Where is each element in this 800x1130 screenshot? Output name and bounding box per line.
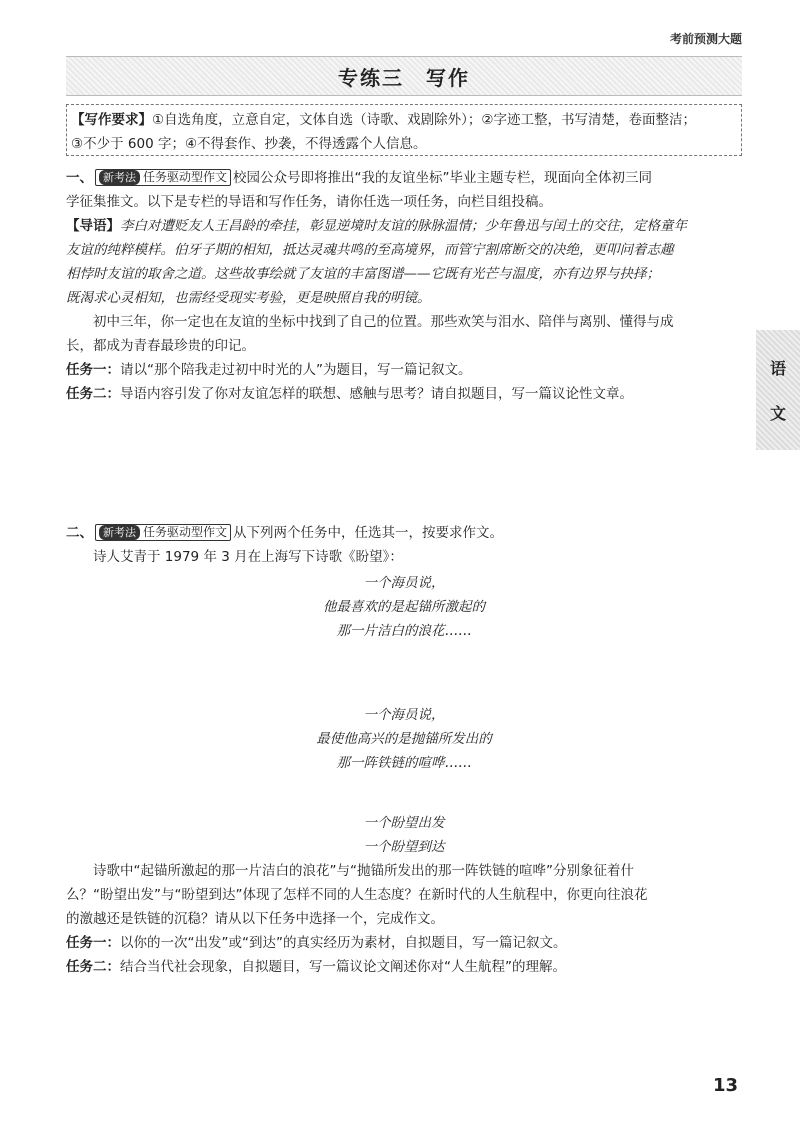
page-title: 专练三 写作 xyxy=(338,65,470,90)
q2-task-2-label: 任务二： xyxy=(66,959,120,975)
poem-line: 一个盼望到达 xyxy=(363,839,445,855)
poem-line: 一个海员说， xyxy=(363,707,445,723)
poem-line: 最使他高兴的是抛锚所发出的 xyxy=(316,731,492,747)
q1-task-1-label: 任务一： xyxy=(66,362,120,378)
q1-task-2-text: 导语内容引发了你对友谊怎样的联想、感触与思考？请自拟题目，写一篇议论性文章。 xyxy=(120,386,633,402)
side-tab-char-1: 语 xyxy=(769,359,786,378)
q2-body-line-1: 诗歌中“起锚所激起的那一片洁白的浪花”与“抛锚所发出的那一阵铁链的喧哗”分别象征着什 xyxy=(93,863,634,879)
q2-task-1 xyxy=(66,931,742,955)
poem-line: 一个海员说， xyxy=(363,575,445,591)
q2-task-1-text: 以你的一次“出发”或“到达”的真实经历为素材，自拟题目，写一篇记叙文。 xyxy=(120,935,567,951)
q1-intro-line-2: 学征集推文。以下是专栏的导语和写作任务，请你任选一项任务，向栏目组投稿。 xyxy=(66,194,552,210)
q2-type-text: 任务驱动型作文 xyxy=(143,525,228,539)
poem-line: 那一阵铁链的喧哗…… xyxy=(336,755,472,771)
q2-task-1-label: 任务一： xyxy=(66,935,120,951)
q1-guide-line-3: 相悖时友谊的取舍之道。这些故事绘就了友谊的丰富图谱——它既有光芒与温度，亦有边界与抉择； xyxy=(66,266,660,282)
q1-intro-line-1 xyxy=(66,166,742,190)
question-1 xyxy=(66,166,742,406)
q1-type-tag xyxy=(95,169,231,186)
q1-guide-line-2: 友谊的纯粹模样。伯牙子期的相知，抵达灵魂共鸣的至高境界，而管宁割席断交的决绝，更叩问着志趣 xyxy=(66,242,674,258)
q2-type-tag xyxy=(95,524,231,541)
q2-intro-line xyxy=(66,521,742,545)
q1-para-line-2: 长，都成为青春最珍贵的印记。 xyxy=(66,338,255,354)
writing-requirements-box xyxy=(66,104,742,156)
requirements-text-1: ①自选角度，立意自定，文体自选（诗歌、戏剧除外）；②字迹工整，书写清楚，卷面整洁； xyxy=(152,112,696,128)
q2-body-line-3: 的激越还是铁链的沉稳？请从以下任务中选择一个，完成作文。 xyxy=(66,911,444,927)
series-label: 考前预测大题 xyxy=(669,32,742,46)
poem-stanza-break xyxy=(66,775,742,811)
q2-poem-intro: 诗人艾青于 1979 年 3 月在上海写下诗歌《盼望》： xyxy=(93,549,403,565)
q1-task-2 xyxy=(66,382,742,406)
q1-guide-line-4: 既渴求心灵相知，也需经受现实考验，更是映照自我的明镜。 xyxy=(66,290,431,306)
q2-task-2 xyxy=(66,955,742,979)
requirements-label: 【写作要求】 xyxy=(71,112,152,128)
poem-line: 一个盼望出发 xyxy=(363,815,445,831)
q1-para-line-1: 初中三年，你一定也在友谊的坐标中找到了自己的位置。那些欢笑与泪水、陪伴与离别、懂得与成 xyxy=(93,314,674,330)
q1-task-1-text: 请以“那个陪我走过初中时光的人”为题目，写一篇记叙文。 xyxy=(120,362,472,378)
guide-label: 【导语】 xyxy=(66,218,120,234)
poem-line: 他最喜欢的是起锚所激起的 xyxy=(323,599,485,615)
poem-line: 那一片洁白的浪花…… xyxy=(336,623,472,639)
q2-intro-text: 从下列两个任务中，任选其一，按要求作文。 xyxy=(233,525,504,541)
subject-side-tab xyxy=(756,330,800,450)
q1-task-2-label: 任务二： xyxy=(66,386,120,402)
requirements-line-1 xyxy=(71,108,737,132)
q1-guide-line-1 xyxy=(66,214,742,238)
new-method-pill: 新考法 xyxy=(99,170,140,185)
q1-number: 一、 xyxy=(66,170,93,186)
poem-stanza-break xyxy=(66,643,742,703)
q2-number: 二、 xyxy=(66,525,93,541)
guide-text-1: 李白对遭贬友人王昌龄的牵挂，彰显逆境时友谊的脉脉温情；少年鲁迅与闰土的交往，定格童年 xyxy=(120,218,687,234)
requirements-line-2: ③不少于 600 字；④不得套作、抄袭，不得透露个人信息。 xyxy=(71,136,427,152)
side-tab-char-2: 文 xyxy=(769,404,786,423)
new-method-pill: 新考法 xyxy=(99,525,140,540)
q1-task-1 xyxy=(66,358,742,382)
poem xyxy=(66,571,742,859)
q2-body-line-2: 么？“盼望出发”与“盼望到达”体现了怎样不同的人生态度？在新时代的人生航程中，你更向往浪花 xyxy=(66,887,648,903)
q2-task-2-text: 结合当代社会现象，自拟题目，写一篇议论文阐述你对“人生航程”的理解。 xyxy=(120,959,566,975)
page-number: 13 xyxy=(712,1075,738,1096)
question-2 xyxy=(66,521,742,979)
q1-type-text: 任务驱动型作文 xyxy=(143,170,228,184)
q1-intro-text-1: 校园公众号即将推出“我的友谊坐标”毕业主题专栏，现面向全体初三同 xyxy=(233,170,653,186)
title-banner xyxy=(66,56,742,96)
